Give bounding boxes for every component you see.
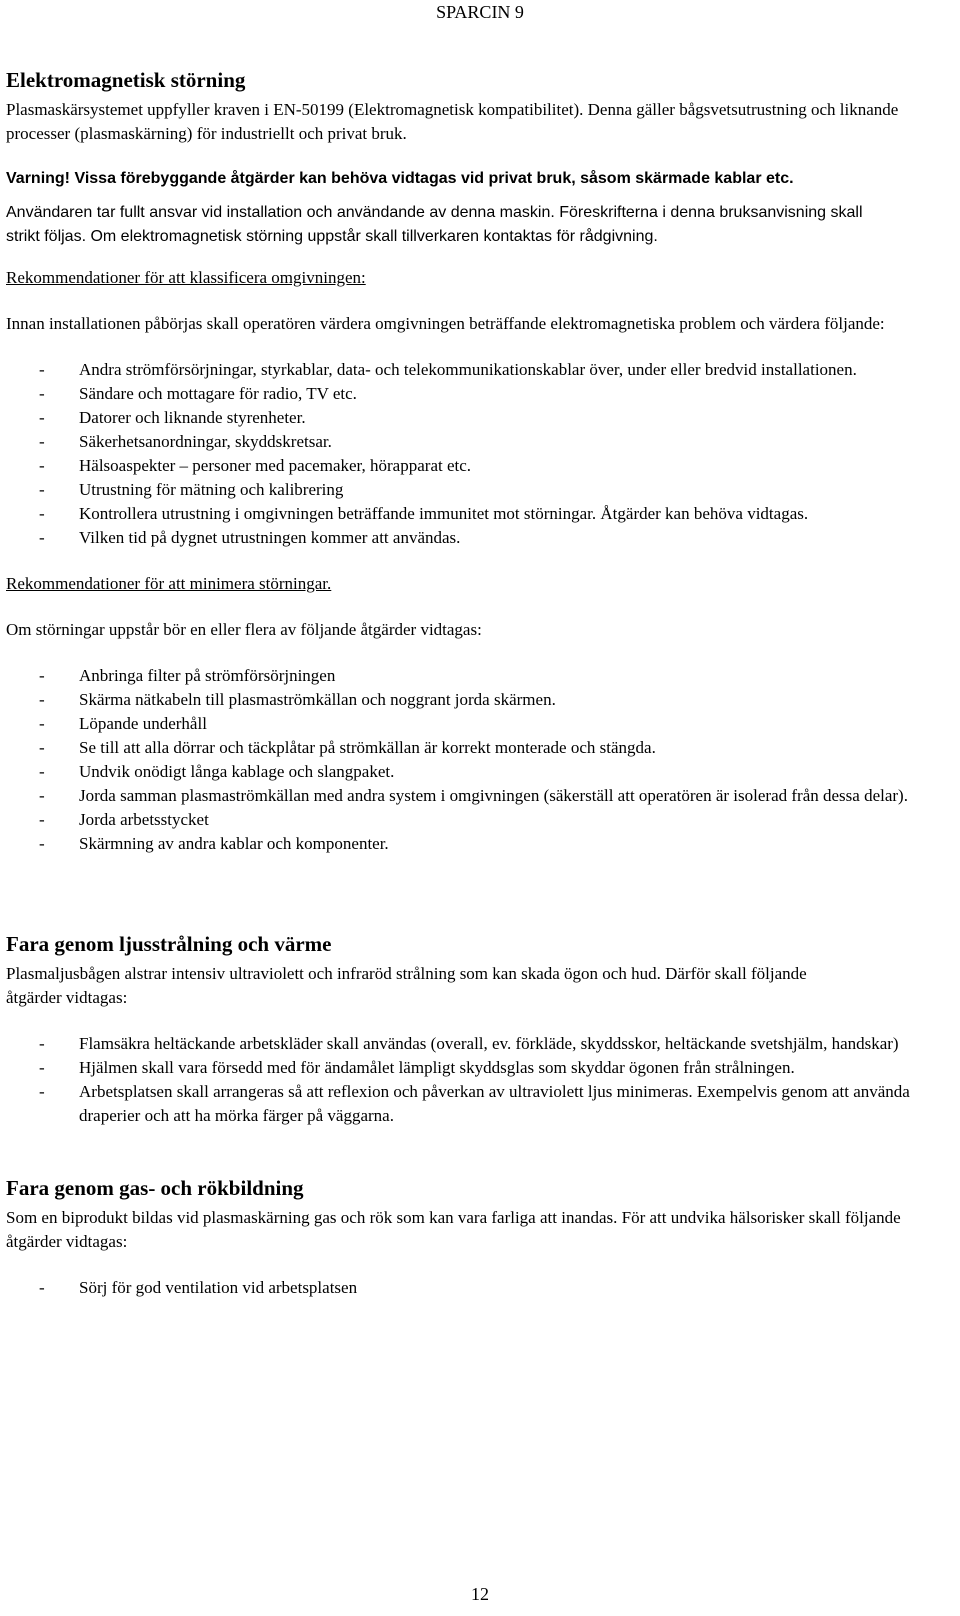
page-header: SPARCIN 9 — [436, 2, 524, 22]
page-number: 12 — [471, 1584, 489, 1604]
list-item: - Skärmning av andra kablar och komponenter. — [6, 832, 954, 856]
minimize-intro: Om störningar uppstår bör en eller flera av följande åtgärder vidtagas: — [6, 620, 482, 639]
list-item: - Anbringa filter på strömförsörjningen — [6, 664, 954, 688]
list-item: - Hälsoaspekter – personer med pacemaker, hörapparat etc. — [6, 454, 954, 478]
list-item: - Undvik onödigt långa kablage och slangpaket. — [6, 760, 954, 784]
list-item: - Datorer och liknande styrenheter. — [6, 406, 954, 430]
list-item: - Sändare och mottagare för radio, TV etc. — [6, 382, 954, 406]
minimize-list — [6, 664, 954, 856]
document-body — [6, 66, 954, 1300]
list-item: - Löpande underhåll — [6, 712, 954, 736]
gas-intro: Som en biprodukt bildas vid plasmaskärning gas och rök som kan vara farliga att inandas. För att undvika hälsorisker skall följande åtgärder vidtagas: — [6, 1208, 901, 1251]
list-item: - Arbetsplatsen skall arrangeras så att reflexion och påverkan av ultraviolett ljus minimeras. Exempelvis genom att använda draperier och att ha mörka färger på väggarna. — [6, 1080, 954, 1128]
list-item: - Jorda samman plasmaströmkällan med andra system i omgivningen (säkerställ att operatören är isolerad från dessa delar). — [6, 784, 954, 808]
classify-intro: Innan installationen påbörjas skall operatören värdera omgivningen beträffande elektromagnetiska problem och värdera följande: — [6, 314, 885, 333]
list-item: - Jorda arbetsstycket — [6, 808, 954, 832]
emi-warning: Varning! Vissa förebyggande åtgärder kan behöva vidtagas vid privat bruk, såsom skärmade kablar etc. — [6, 170, 794, 187]
section-heading-emi: Elektromagnetisk störning — [6, 68, 246, 92]
section-heading-gas: Fara genom gas- och rökbildning — [6, 1176, 304, 1200]
list-item: - Skärma nätkabeln till plasmaströmkällan och noggrant jorda skärmen. — [6, 688, 954, 712]
list-item: - Andra strömförsörjningar, styrkablar, data- och telekommunikationskablar över, under eller bredvid installationen. — [6, 358, 954, 382]
light-list — [6, 1032, 954, 1128]
list-item: - Flamsäkra heltäckande arbetskläder skall användas (overall, ev. förkläde, skyddsskor, heltäckande svetshjälm, handskar) — [6, 1032, 954, 1056]
list-item: - Sörj för god ventilation vid arbetsplatsen — [6, 1276, 954, 1300]
list-item: - Hjälmen skall vara försedd med för ändamålet lämpligt skyddsglas som skyddar ögonen från strålningen. — [6, 1056, 954, 1080]
list-item: - Utrustning för mätning och kalibrering — [6, 478, 954, 502]
section-heading-light: Fara genom ljusstrålning och värme — [6, 932, 332, 956]
list-item: - Säkerhetsanordningar, skyddskretsar. — [6, 430, 954, 454]
emi-intro: Plasmaskärsystemet uppfyller kraven i EN-50199 (Elektromagnetisk kompatibilitet). Denna gäller bågsvetsutrustning och liknande processer (plasmaskärning) för industriellt och privat bruk. — [6, 100, 899, 143]
classify-heading: Rekommendationer för att klassificera omgivningen: — [6, 268, 366, 287]
classify-list — [6, 358, 954, 550]
list-item: - Kontrollera utrustning i omgivningen beträffande immunitet mot störningar. Åtgärder kan behöva vidtagas. — [6, 502, 954, 526]
list-item: - Se till att alla dörrar och täckplåtar på strömkällan är korrekt monterade och stängda. — [6, 736, 954, 760]
minimize-heading: Rekommendationer för att minimera störningar. — [6, 574, 332, 593]
emi-responsibility: Användaren tar fullt ansvar vid installation och användande av denna maskin. Föreskrifterna i denna bruksanvisning skall strikt följas. Om elektromagnetisk störning uppstår skall tillverkaren kontaktas för rådgivning. — [6, 204, 863, 245]
light-intro: Plasmaljusbågen alstrar intensiv ultraviolett och infraröd strålning som kan skada ögon och hud. Därför skall följande åtgärder vidtagas: — [6, 964, 807, 1007]
gas-list — [6, 1276, 954, 1300]
list-item: - Vilken tid på dygnet utrustningen kommer att användas. — [6, 526, 954, 550]
